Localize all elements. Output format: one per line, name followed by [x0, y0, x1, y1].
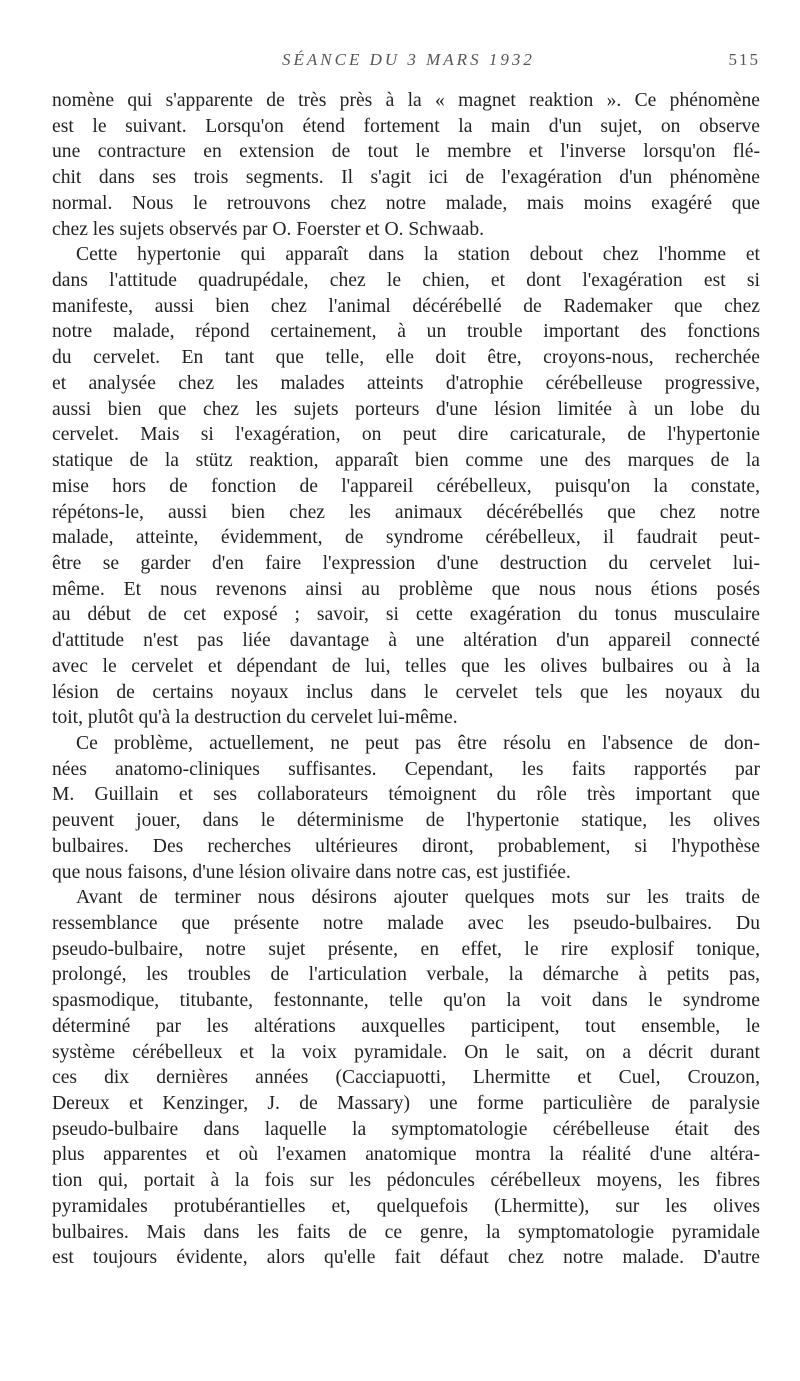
text-line: manifeste, aussi bien chez l'animal décérébellé de Rademaker que chez: [52, 295, 760, 317]
text-line: normal. Nous le retrouvons chez notre malade, mais moins exagéré que: [52, 192, 760, 214]
page-header: [52, 50, 760, 90]
text-line: d'attitude n'est pas liée davantage à une altération d'un appareil connecté: [52, 630, 760, 652]
text-line: chez les sujets observés par O. Foerster et O. Schwaab.: [52, 218, 485, 240]
text-line: chit dans ses trois segments. Il s'agit ici de l'exagération d'un phénomène: [52, 167, 760, 189]
text-line: pyramidales protubérantielles et, quelquefois (Lhermitte), sur les olives: [52, 1195, 760, 1217]
text-line: Ce problème, actuellement, ne peut pas être résolu en l'absence de don-: [76, 732, 760, 754]
text-line: lésion de certains noyaux inclus dans le cervelet tels que les noyaux du: [52, 681, 760, 703]
text-line: peuvent jouer, dans le déterminisme de l'hypertonie statique, les olives: [52, 810, 760, 832]
text-line: cervelet. Mais si l'exagération, on peut dire caricaturale, de l'hypertonie: [52, 424, 760, 446]
text-line: Cette hypertonie qui apparaît dans la station debout chez l'homme et: [76, 244, 760, 266]
text-line: dans l'attitude quadrupédale, chez le chien, et dont l'exagération est si: [52, 270, 760, 292]
text-line: prolongé, les troubles de l'articulation verbale, la démarche à petits pas,: [52, 964, 760, 986]
text-line: M. Guillain et ses collaborateurs témoignent du rôle très important que: [52, 784, 760, 806]
text-line: toit, plutôt qu'à la destruction du cervelet lui-même.: [52, 707, 458, 729]
text-line: nées anatomo-cliniques suffisantes. Cependant, les faits rapportés par: [52, 758, 760, 780]
text-line: pseudo-bulbaire dans laquelle la symptomatologie cérébelleuse était des: [52, 1118, 760, 1140]
text-line: plus apparentes et où l'examen anatomique montra la réalité d'une altéra-: [52, 1144, 760, 1166]
text-line: malade, atteinte, évidemment, de syndrome cérébelleux, il faudrait peut-: [52, 527, 760, 549]
text-line: être se garder d'en faire l'expression d'une destruction du cervelet lui-: [52, 552, 760, 574]
text-line: Avant de terminer nous désirons ajouter quelques mots sur les traits de: [76, 887, 760, 909]
text-line: est toujours évidente, alors qu'elle fait défaut chez notre malade. D'autre: [52, 1247, 760, 1269]
text-line: avec le cervelet et dépendant de lui, telles que les olives bulbaires ou à la: [52, 655, 760, 677]
text-line: même. Et nous revenons ainsi au problème que nous nous étions posés: [52, 578, 760, 600]
text-line: pseudo-bulbaire, notre sujet présente, en effet, le rire explosif tonique,: [52, 938, 760, 960]
text-line: déterminé par les altérations auxquelles participent, tout ensemble, le: [52, 1015, 760, 1037]
text-line: est le suivant. Lorsqu'on étend fortement la main d'un sujet, on observe: [52, 115, 760, 137]
text-line: au début de cet exposé ; savoir, si cette exagération du tonus musculaire: [52, 604, 760, 626]
text-line: nomène qui s'apparente de très près à la « magnet reaktion ». Ce phénomène: [52, 90, 760, 111]
text-line: spasmodique, titubante, festonnante, telle qu'on la voit dans le syndrome: [52, 990, 760, 1012]
text-line: ressemblance que présente notre malade avec les pseudo-bulbaires. Du: [52, 913, 760, 934]
text-line: tion qui, portait à la fois sur les pédoncules cérébelleux moyens, les fibres: [52, 1170, 760, 1192]
text-line: répétons-le, aussi bien chez les animaux décérébellés que chez notre: [52, 501, 760, 523]
running-head: SÉANCE DU 3 MARS 1932: [282, 50, 535, 69]
text-line: que nous faisons, d'une lésion olivaire dans notre cas, est justifiée.: [52, 861, 571, 883]
text-line: du cervelet. En tant que telle, elle doit être, croyons-nous, recherchée: [52, 347, 760, 369]
text-line: Dereux et Kenzinger, J. de Massary) une forme particulière de paralysie: [52, 1093, 760, 1115]
text-line: et analysée chez les malades atteints d'atrophie cérébelleuse progressive,: [52, 372, 760, 394]
text-line: mise hors de fonction de l'appareil cérébelleux, puisqu'on la constate,: [52, 475, 760, 497]
text-line: statique de la stütz reaktion, apparaît bien comme une des marques de la: [52, 450, 760, 472]
text-line: bulbaires. Mais dans les faits de ce genre, la symptomatologie pyramidale: [52, 1221, 760, 1243]
text-line: bulbaires. Des recherches ultérieures diront, probablement, si l'hypothèse: [52, 835, 760, 857]
text-line: système cérébelleux et la voix pyramidale. On le sait, on a décrit durant: [52, 1041, 760, 1063]
text-line: aussi bien que chez les sujets porteurs d'une lésion limitée à un lobe du: [52, 398, 760, 420]
text-line: ces dix dernières années (Cacciapuotti, Lhermitte et Cuel, Crouzon,: [52, 1067, 760, 1089]
page-number: 515: [728, 50, 760, 69]
text-line: notre malade, répond certainement, à un trouble important des fonctions: [52, 321, 760, 343]
text-line: une contracture en extension de tout le membre et l'inverse lorsqu'on flé-: [52, 141, 760, 163]
body-text: [52, 88, 760, 1271]
